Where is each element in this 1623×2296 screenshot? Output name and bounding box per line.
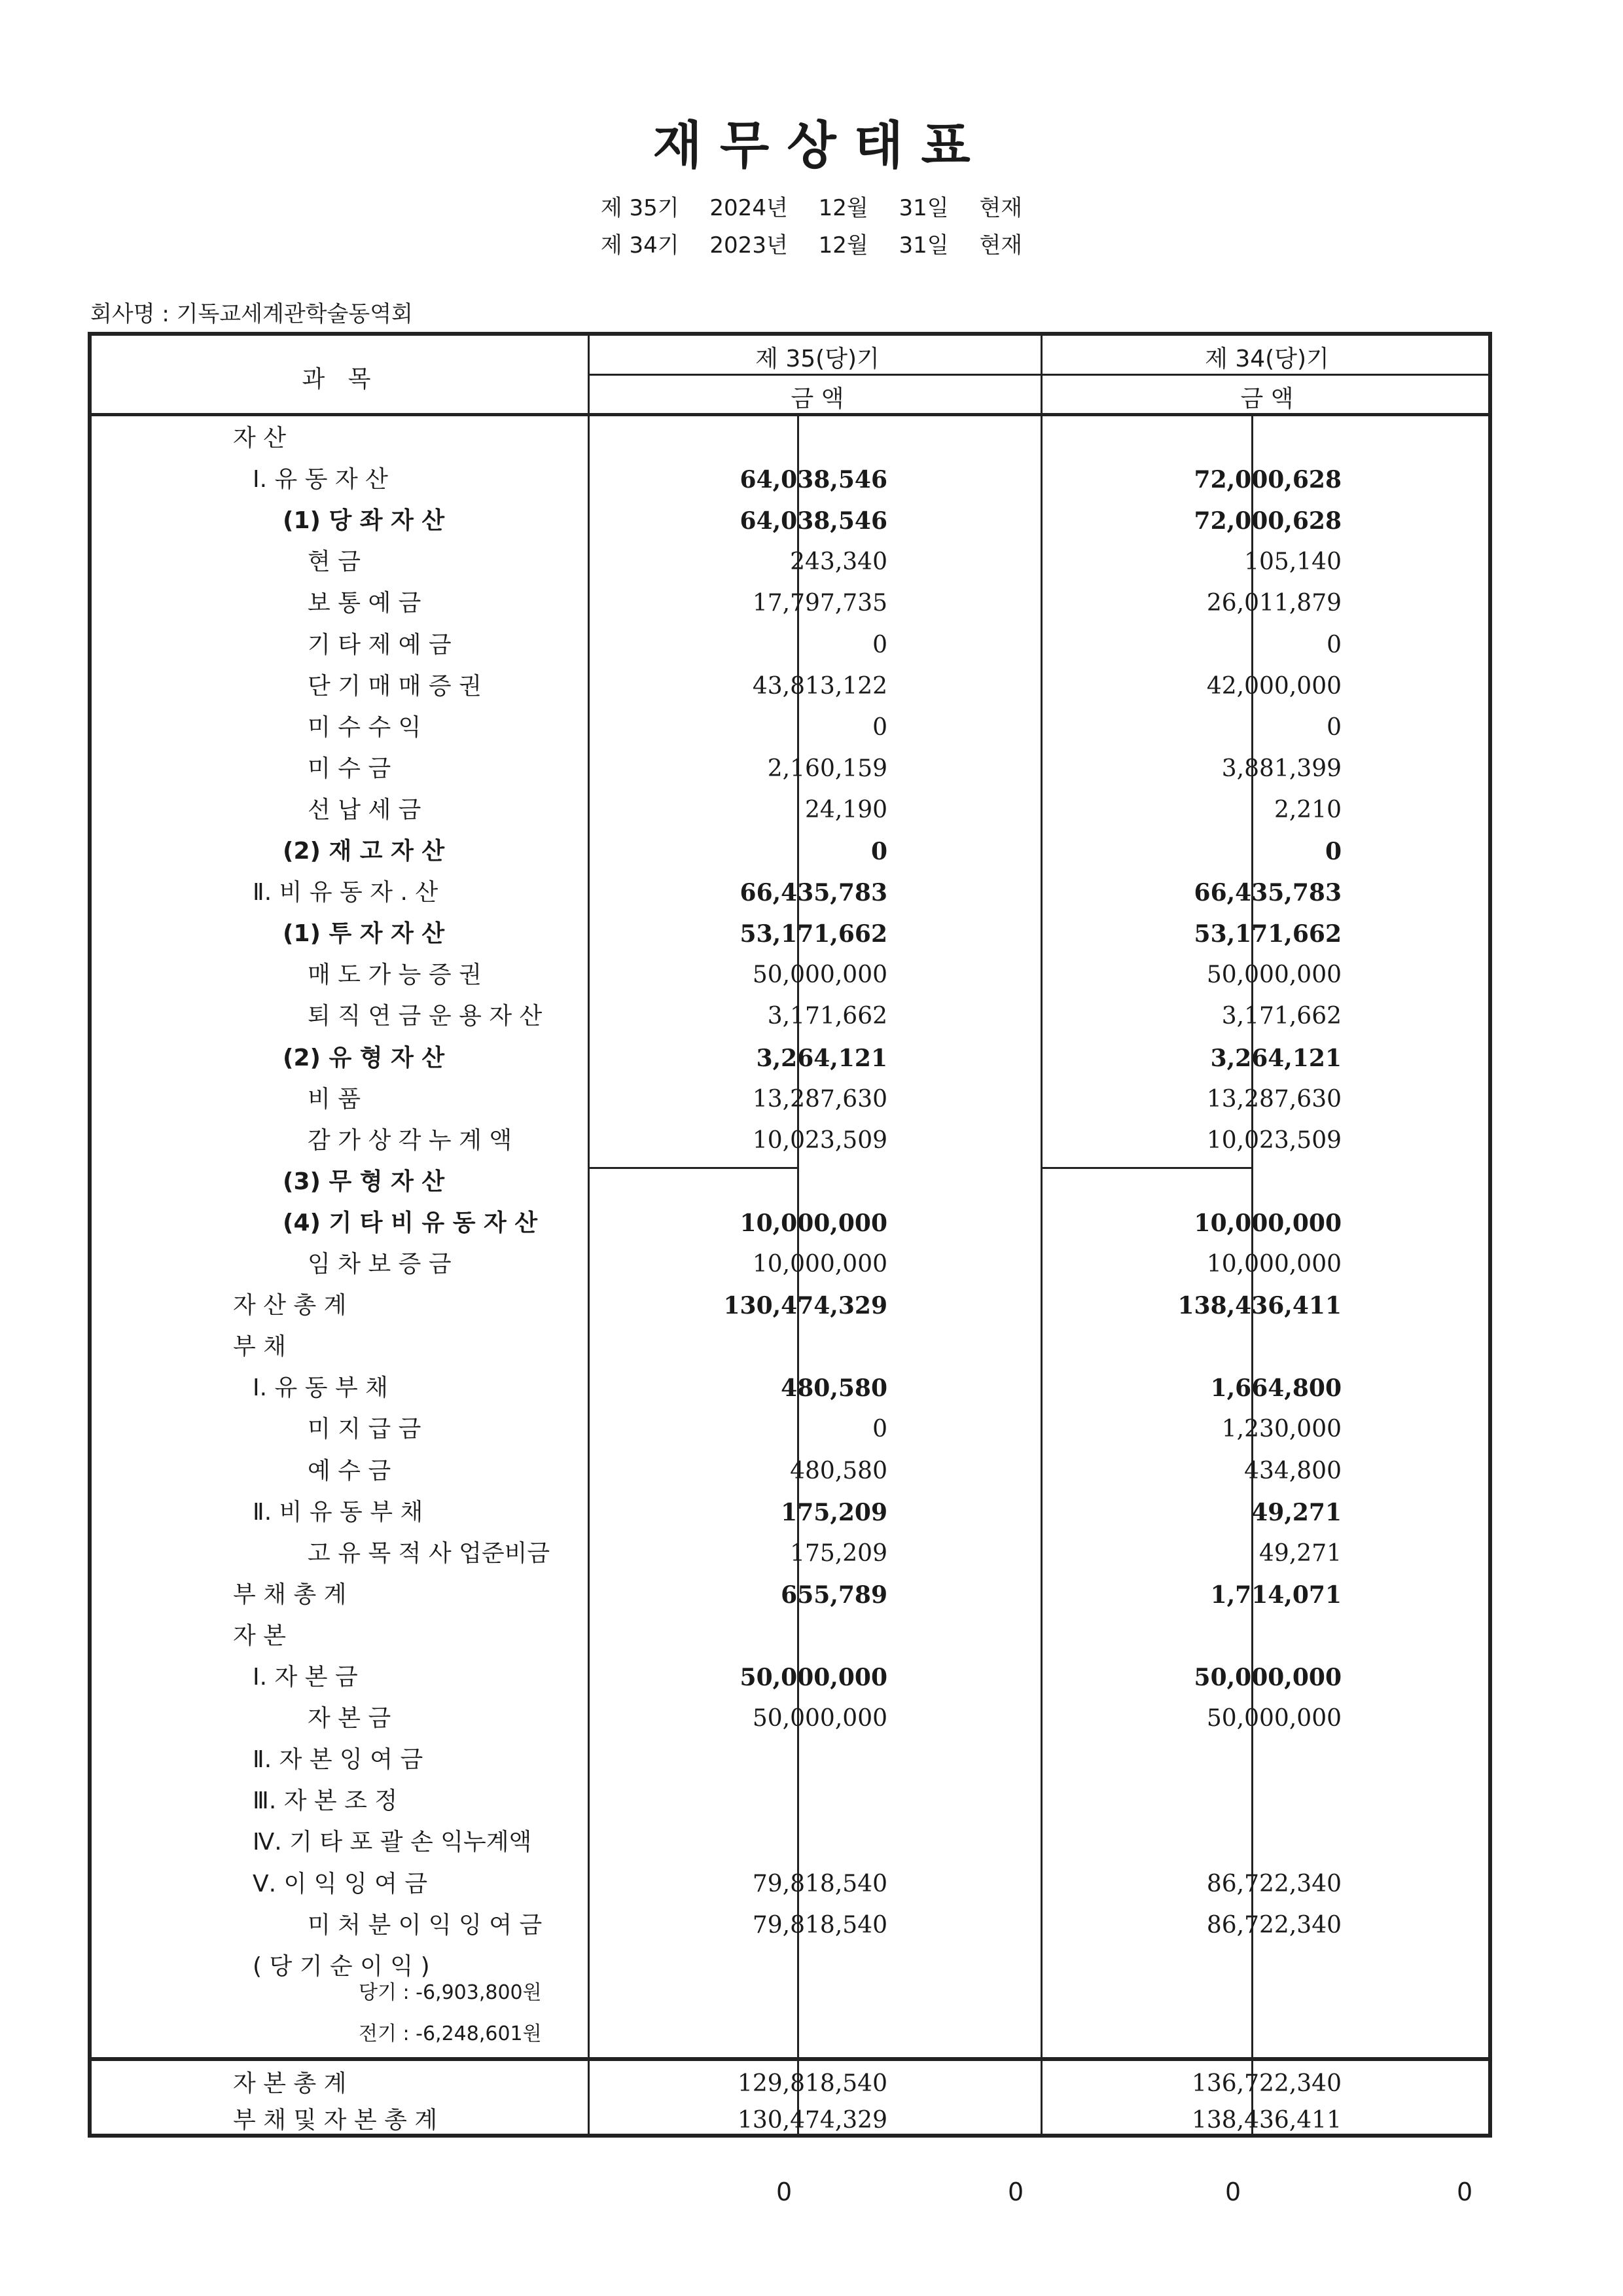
table-row [92,1946,1492,1988]
table-row [92,1574,1492,1616]
table-row [92,1492,1492,1534]
row-prior-amount: 3,171,662 [1221,1003,1342,1030]
row-current-amount [596,1946,887,1988]
balance-sheet-table [88,332,1492,2138]
row-current-amount [596,1326,887,1368]
header-amount-current: 금 액 [791,386,844,412]
row-label: (3) 무 형 자 산 [283,1168,445,1195]
row-prior-amount: 86,722,340 [1206,1870,1342,1897]
row-prior-amount: 0 [1327,713,1342,741]
row-label: Ⅰ. 유 동 부 채 [253,1374,388,1402]
row-current-amount: 175,209 [790,1539,887,1567]
total-row-prior: 136,722,340 [1191,2070,1342,2097]
row-prior-amount: 0 [1327,631,1342,658]
row-label: Ⅱ. 자 본 잉 여 금 [253,1746,423,1774]
table-row [92,1450,1492,1492]
row-prior-amount: 50,000,000 [1206,1705,1342,1732]
period-term: 제 35기 [600,195,679,221]
row-prior-amount [1047,1161,1342,1203]
table-row [92,1533,1492,1575]
row-label: 현 금 [308,548,361,576]
table-row [92,1326,1492,1368]
row-label: 감 가 상 각 누 계 액 [308,1126,512,1154]
table-row [92,707,1492,749]
footer-zero-4: 0 [1457,2178,1473,2206]
row-current-amount: 43,813,122 [752,672,887,700]
row-label: 퇴 직 연 금 운 용 자 산 [308,1003,543,1030]
row-label: 자 본 금 [308,1705,391,1732]
net-income-prior-note: 전기 : -6,248,601원 [359,2022,542,2045]
row-prior-amount: 0 [1325,838,1342,865]
row-prior-amount: 13,287,630 [1206,1085,1342,1113]
row-current-amount: 3,264,121 [756,1044,887,1072]
table-row [92,1780,1492,1822]
total-row-liab-equity [92,2100,1492,2138]
row-current-amount: 79,818,540 [752,1870,887,1897]
row-current-amount: 64,038,546 [740,507,887,535]
row-label: (1) 투 자 자 산 [283,920,445,948]
period-term: 제 34기 [600,232,679,259]
row-current-amount: 2,160,159 [767,755,887,782]
table-row [92,1079,1492,1121]
row-prior-amount: 434,800 [1244,1457,1342,1484]
header-prior-period: 제 34(당)기 [1205,346,1329,372]
table-row [92,1657,1492,1698]
row-current-amount [596,1161,887,1203]
row-current-amount [596,1739,887,1781]
header-subject: 과 목 [302,366,379,393]
company-name: 회사명 : 기독교세계관학술동역회 [90,301,413,327]
table-row [92,1161,1492,1203]
table-row [92,666,1492,708]
period-suffix: 현재 [979,232,1023,259]
row-current-amount: 53,171,662 [740,920,887,948]
row-label: 부 채 [233,1333,286,1361]
row-prior-amount: 2,210 [1274,796,1342,823]
period-line-prior [0,227,1623,259]
table-row [92,996,1492,1037]
row-current-amount: 24,190 [805,796,887,823]
table-row [92,418,1492,459]
table-row [92,1202,1492,1244]
row-prior-amount: 66,435,783 [1194,879,1342,907]
row-label: Ⅳ. 기 타 포 괄 손 익누계액 [253,1829,532,1856]
table-row [92,1037,1492,1079]
row-current-amount [596,1780,887,1822]
row-label: Ⅲ. 자 본 조 정 [253,1787,398,1815]
row-prior-amount [1047,418,1342,459]
row-prior-amount [1047,1326,1342,1368]
total-row-equity [92,2063,1492,2105]
period-year: 2024년 [709,195,788,221]
table-row [92,1120,1492,1162]
table-row [92,459,1492,501]
net-income-current-note: 당기 : -6,903,800원 [359,1981,542,2004]
row-current-amount [596,1615,887,1657]
row-current-amount: 3,171,662 [767,1003,887,1030]
table-row [92,1863,1492,1905]
row-label: 미 수 수 익 [308,713,421,741]
table-row [92,789,1492,831]
row-prior-amount: 105,140 [1244,548,1342,576]
period-day: 31일 [899,232,949,259]
row-prior-amount [1047,1821,1342,1863]
table-row [92,1905,1492,1946]
row-current-amount: 13,287,630 [752,1085,887,1113]
row-prior-amount: 10,000,000 [1194,1209,1342,1237]
row-prior-amount [1047,1946,1342,1988]
row-prior-amount: 86,722,340 [1206,1911,1342,1939]
row-current-amount: 17,797,735 [752,590,887,617]
row-prior-amount: 3,881,399 [1221,755,1342,782]
row-label: 고 유 목 적 사 업준비금 [308,1539,550,1567]
row-current-amount [596,1821,887,1863]
table-row [92,1739,1492,1781]
header-amount-prior: 금 액 [1240,386,1294,412]
footer-zero-2: 0 [1008,2178,1024,2206]
row-current-amount: 10,023,509 [752,1126,887,1154]
table-row [92,1367,1492,1409]
row-prior-amount: 49,271 [1251,1498,1342,1526]
row-current-amount: 480,580 [781,1374,887,1403]
row-current-amount: 64,038,546 [740,466,887,494]
row-current-amount [596,418,887,459]
row-label: 예 수 금 [308,1457,391,1484]
row-prior-amount: 42,000,000 [1206,672,1342,700]
table-row [92,541,1492,583]
table-row [92,1615,1492,1657]
period-month: 12월 [818,232,868,259]
row-prior-amount [1047,1739,1342,1781]
row-prior-amount: 72,000,628 [1194,466,1342,494]
row-label: Ⅱ. 비 유 동 자 . 산 [253,879,438,906]
period-day: 31일 [899,195,949,221]
row-label: (2) 유 형 자 산 [283,1044,445,1071]
row-current-amount: 0 [872,631,887,658]
total-row-current: 129,818,540 [737,2070,887,2097]
row-label: 미 처 분 이 익 잉 여 금 [308,1911,543,1939]
row-current-amount: 50,000,000 [752,961,887,989]
row-prior-amount: 49,271 [1259,1539,1342,1567]
row-prior-amount: 10,023,509 [1206,1126,1342,1154]
table-row [92,583,1492,624]
table-row [92,913,1492,955]
row-label: ( 당 기 순 이 익 ) [253,1952,430,1980]
table-row [92,1821,1492,1863]
row-current-amount: 10,000,000 [740,1209,887,1237]
row-label: Ⅰ. 자 본 금 [253,1664,358,1691]
table-row [92,831,1492,872]
row-label: 임 차 보 증 금 [308,1251,452,1278]
row-label: 선 납 세 금 [308,796,421,823]
row-current-amount: 50,000,000 [740,1664,887,1691]
row-label: Ⅱ. 비 유 동 부 채 [253,1498,423,1526]
page-title: 재 무 상 태 표 [652,117,971,175]
period-year: 2023년 [709,232,788,259]
total-row-prior: 138,436,411 [1191,2107,1342,2134]
row-prior-amount: 3,264,121 [1210,1044,1342,1072]
row-prior-amount: 50,000,000 [1206,961,1342,989]
table-row [92,1285,1492,1327]
row-prior-amount: 53,171,662 [1194,920,1342,948]
table-row [92,1244,1492,1285]
row-prior-amount: 26,011,879 [1206,590,1342,617]
footer-zero-1: 0 [776,2178,793,2206]
row-prior-amount: 1,664,800 [1210,1374,1342,1403]
row-label: (2) 재 고 자 산 [283,838,445,865]
table-row [92,748,1492,790]
row-label: 미 수 금 [308,755,391,782]
totals-top-rule [92,2057,1492,2061]
row-label: 단 기 매 매 증 권 [308,672,482,700]
total-row-label: 자 본 총 계 [233,2070,347,2097]
row-label: 보 통 예 금 [308,590,421,617]
table-row [92,872,1492,914]
period-month: 12월 [818,195,868,221]
row-label: Ⅴ. 이 익 잉 여 금 [253,1870,428,1897]
row-label: 자 산 총 계 [233,1292,347,1319]
footer-zero-3: 0 [1225,2178,1241,2206]
row-prior-amount: 10,000,000 [1206,1251,1342,1278]
row-current-amount: 243,340 [790,548,887,576]
table-row [92,624,1492,666]
row-prior-amount: 50,000,000 [1194,1664,1342,1691]
row-prior-amount: 1,230,000 [1221,1416,1342,1443]
row-current-amount: 66,435,783 [740,879,887,907]
row-label: 자 산 [233,425,286,452]
row-prior-amount: 138,436,411 [1177,1292,1342,1320]
row-label: 부 채 총 계 [233,1581,347,1608]
row-prior-amount: 72,000,628 [1194,507,1342,535]
row-current-amount: 175,209 [781,1498,887,1526]
table-row [92,500,1492,542]
row-label: (4) 기 타 비 유 동 자 산 [283,1209,538,1236]
table-row [92,1408,1492,1450]
row-current-amount: 0 [872,713,887,741]
row-current-amount: 655,789 [781,1581,887,1609]
row-label: Ⅰ. 유 동 자 산 [253,466,388,493]
row-current-amount: 50,000,000 [752,1705,887,1732]
row-label: 자 본 [233,1622,286,1649]
row-prior-amount: 1,714,071 [1210,1581,1342,1609]
row-prior-amount [1047,1780,1342,1822]
table-row [92,1698,1492,1740]
row-current-amount: 79,818,540 [752,1911,887,1939]
row-current-amount: 130,474,329 [723,1292,887,1320]
row-label: 기 타 제 예 금 [308,631,452,658]
header-bottom-rule [92,413,1492,416]
row-label: 비 품 [308,1085,361,1113]
period-suffix: 현재 [979,195,1023,221]
row-label: 미 지 급 금 [308,1416,421,1443]
period-line-current [0,190,1623,222]
row-current-amount: 0 [872,1416,887,1443]
row-prior-amount [1047,1615,1342,1657]
row-current-amount: 0 [870,838,887,865]
row-label: 매 도 가 능 증 권 [308,961,482,989]
row-current-amount: 480,580 [790,1457,887,1484]
total-row-label: 부 채 및 자 본 총 계 [233,2107,438,2134]
header-current-period: 제 35(당)기 [755,346,880,372]
row-label: (1) 당 좌 자 산 [283,507,445,535]
row-current-amount: 10,000,000 [752,1251,887,1278]
total-row-current: 130,474,329 [737,2107,887,2134]
table-row [92,954,1492,996]
